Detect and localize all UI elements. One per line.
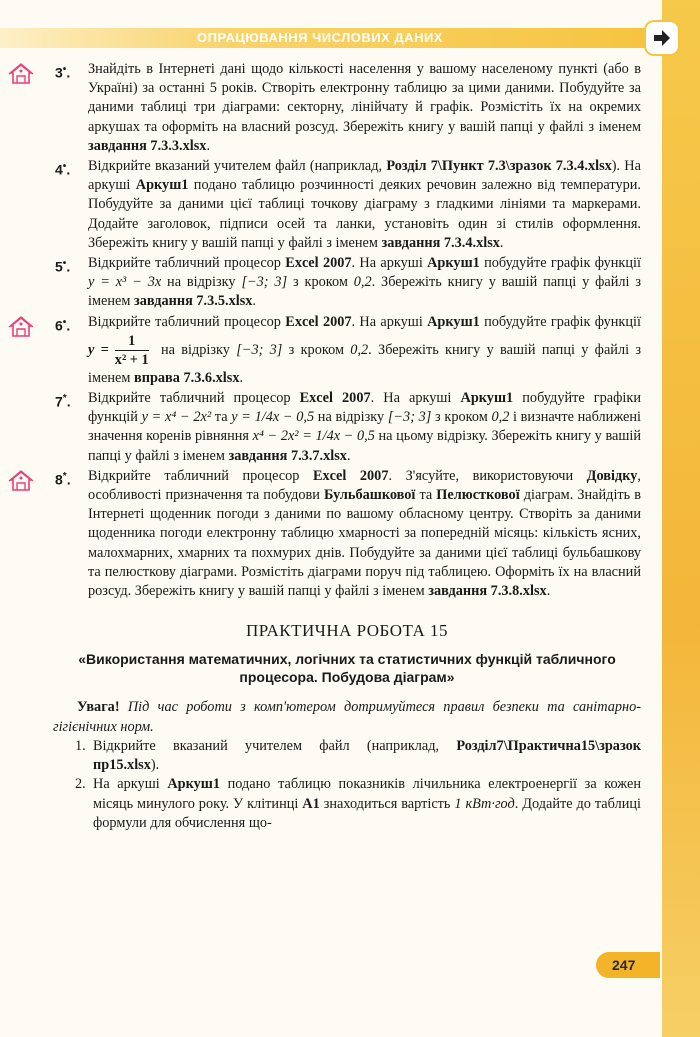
task-number: 7*. bbox=[55, 393, 71, 410]
practical-step-1: 1. Відкрийте вказаний учителем файл (наприклад, Розділ7\Практична15\зразок пр15.xlsx). bbox=[75, 737, 641, 774]
task-3: 3•. Знайдіть в Інтернеті дані щодо кількості населення у вашому населеному пункті (або в Україні) за останні 5 років. Створіть електронну таблицю за цими даними. Побудуйте за даними таблиці три діаграми: секторну, лінійчату й графік. Розмістіть їх на окремих аркушах та оформіть на власний розсуд. Збережіть книгу у вашій папці у файлі з іменем завдання 7.3.3.xlsx. bbox=[53, 60, 641, 156]
task-7: 7*. Відкрийте табличний процесор Excel 2007. На аркуші Аркуш1 побудуйте графіки функцій y = x⁴ − 2x² та y = 1/4x − 0,5 на відрізку [−3; 3] з кроком 0,2 і визначте наближені значення коренів рівняння x⁴ − 2x² = 1/4x − 0,5 на цьому відрізку. Збережіть книгу у вашій папці у файлі з іменем завдання 7.3.7.xlsx. bbox=[55, 390, 642, 464]
task-8: 8*. Відкрийте табличний процесор Excel 2007. З'ясуйте, використовуючи Довідку, особливості призначення та побудови Бульбашкової та Пелюсткової діаграм. Знайдіть в Інтернеті щоденник погоди з даними по вашому обласному центру. Створіть за даними щоденника погоди електронну таблицю хмарності за попередній місяць: кількість ясних, малохмарних, хмарних та похмурих днів. Побудуйте за даними цієї таблиці бульбашкову та пелюсткову діаграми. Розмістіть діаграми поруч під таблицею. Оформіть їх на власний розсуд. Збережіть книгу у вашій папці у файлі з іменем завдання 7.3.8.xlsx. bbox=[53, 467, 641, 601]
page-content bbox=[53, 60, 641, 833]
side-decor-band bbox=[662, 0, 700, 1037]
task-6: 6•. Відкрийте табличний процесор Excel 2007. На аркуші Аркуш1 побудуйте графік функції y = $\frac{1}{\text{x² + 1}}$ на відрізку [−3; 3] з кроком 0,2. Збережіть книгу у вашій папці у файлі з іменем вправа 7.3.6.xlsx. bbox=[53, 313, 641, 388]
home-task-icon bbox=[8, 315, 34, 339]
home-task-icon bbox=[8, 469, 34, 493]
task-5: 5•. Відкрийте табличний процесор Excel 2007. На аркуші Аркуш1 побудуйте графік функції y = x³ − 3x на відрізку [−3; 3] з кроком 0,2. Збережіть книгу у вашій папці у файлі з іменем завдання 7.3.5.xlsx. bbox=[55, 255, 641, 310]
practical-steps bbox=[53, 737, 641, 833]
task-number: 5•. bbox=[55, 258, 71, 275]
next-page-button[interactable] bbox=[646, 22, 678, 54]
task-number: 3•. bbox=[55, 64, 71, 81]
task-number: 6•. bbox=[55, 316, 71, 334]
function-fraction: $\frac{1}{\text{x² + 1}}$ bbox=[114, 332, 149, 368]
task-number: 4•. bbox=[55, 161, 71, 178]
chapter-title: ОПРАЦЮВАННЯ ЧИСЛОВИХ ДАНИХ bbox=[197, 30, 443, 45]
task-4: 4•. Відкрийте вказаний учителем файл (наприклад, Розділ 7\Пункт 7.3\зразок 7.3.4.xlsx). На аркуші Аркуш1 подано таблицю розчинності деяких речовин залежно від температури. Побудуйте за даними цієї таблиці точкову діаграму з гладкими лініями та маркерами. Додайте заголовок, підписи осей та ланки, установіть один зі стилів оформлення. Збережіть книгу у вашій папці у файлі з іменем завдання 7.3.4.xlsx. bbox=[55, 158, 641, 251]
home-task-icon bbox=[8, 62, 34, 86]
practical-work-title: ПРАКТИЧНА РОБОТА 15 bbox=[245, 621, 449, 641]
practical-work-subtitle: «Використання математичних, логічних та статистичних функцій табличного процесора. Побудова діаграм» bbox=[78, 651, 616, 686]
chapter-header bbox=[0, 28, 652, 48]
task-number: 8*. bbox=[55, 470, 71, 488]
arrow-right-icon bbox=[652, 29, 672, 47]
page-number: 247 bbox=[596, 952, 660, 978]
practical-step-2: 2. На аркуші Аркуш1 подано таблицю показників лічильника електроенергії за кожен місяць минулого року. У клітинці A1 знаходиться вартість 1 кВт·год. Додайте до таблиці формули для обчислення що- bbox=[75, 776, 641, 831]
safety-note: Увага! Під час роботи з комп'ютером дотримуйтеся правил безпеки та санітарно-гігієнічних норм. bbox=[53, 699, 641, 735]
